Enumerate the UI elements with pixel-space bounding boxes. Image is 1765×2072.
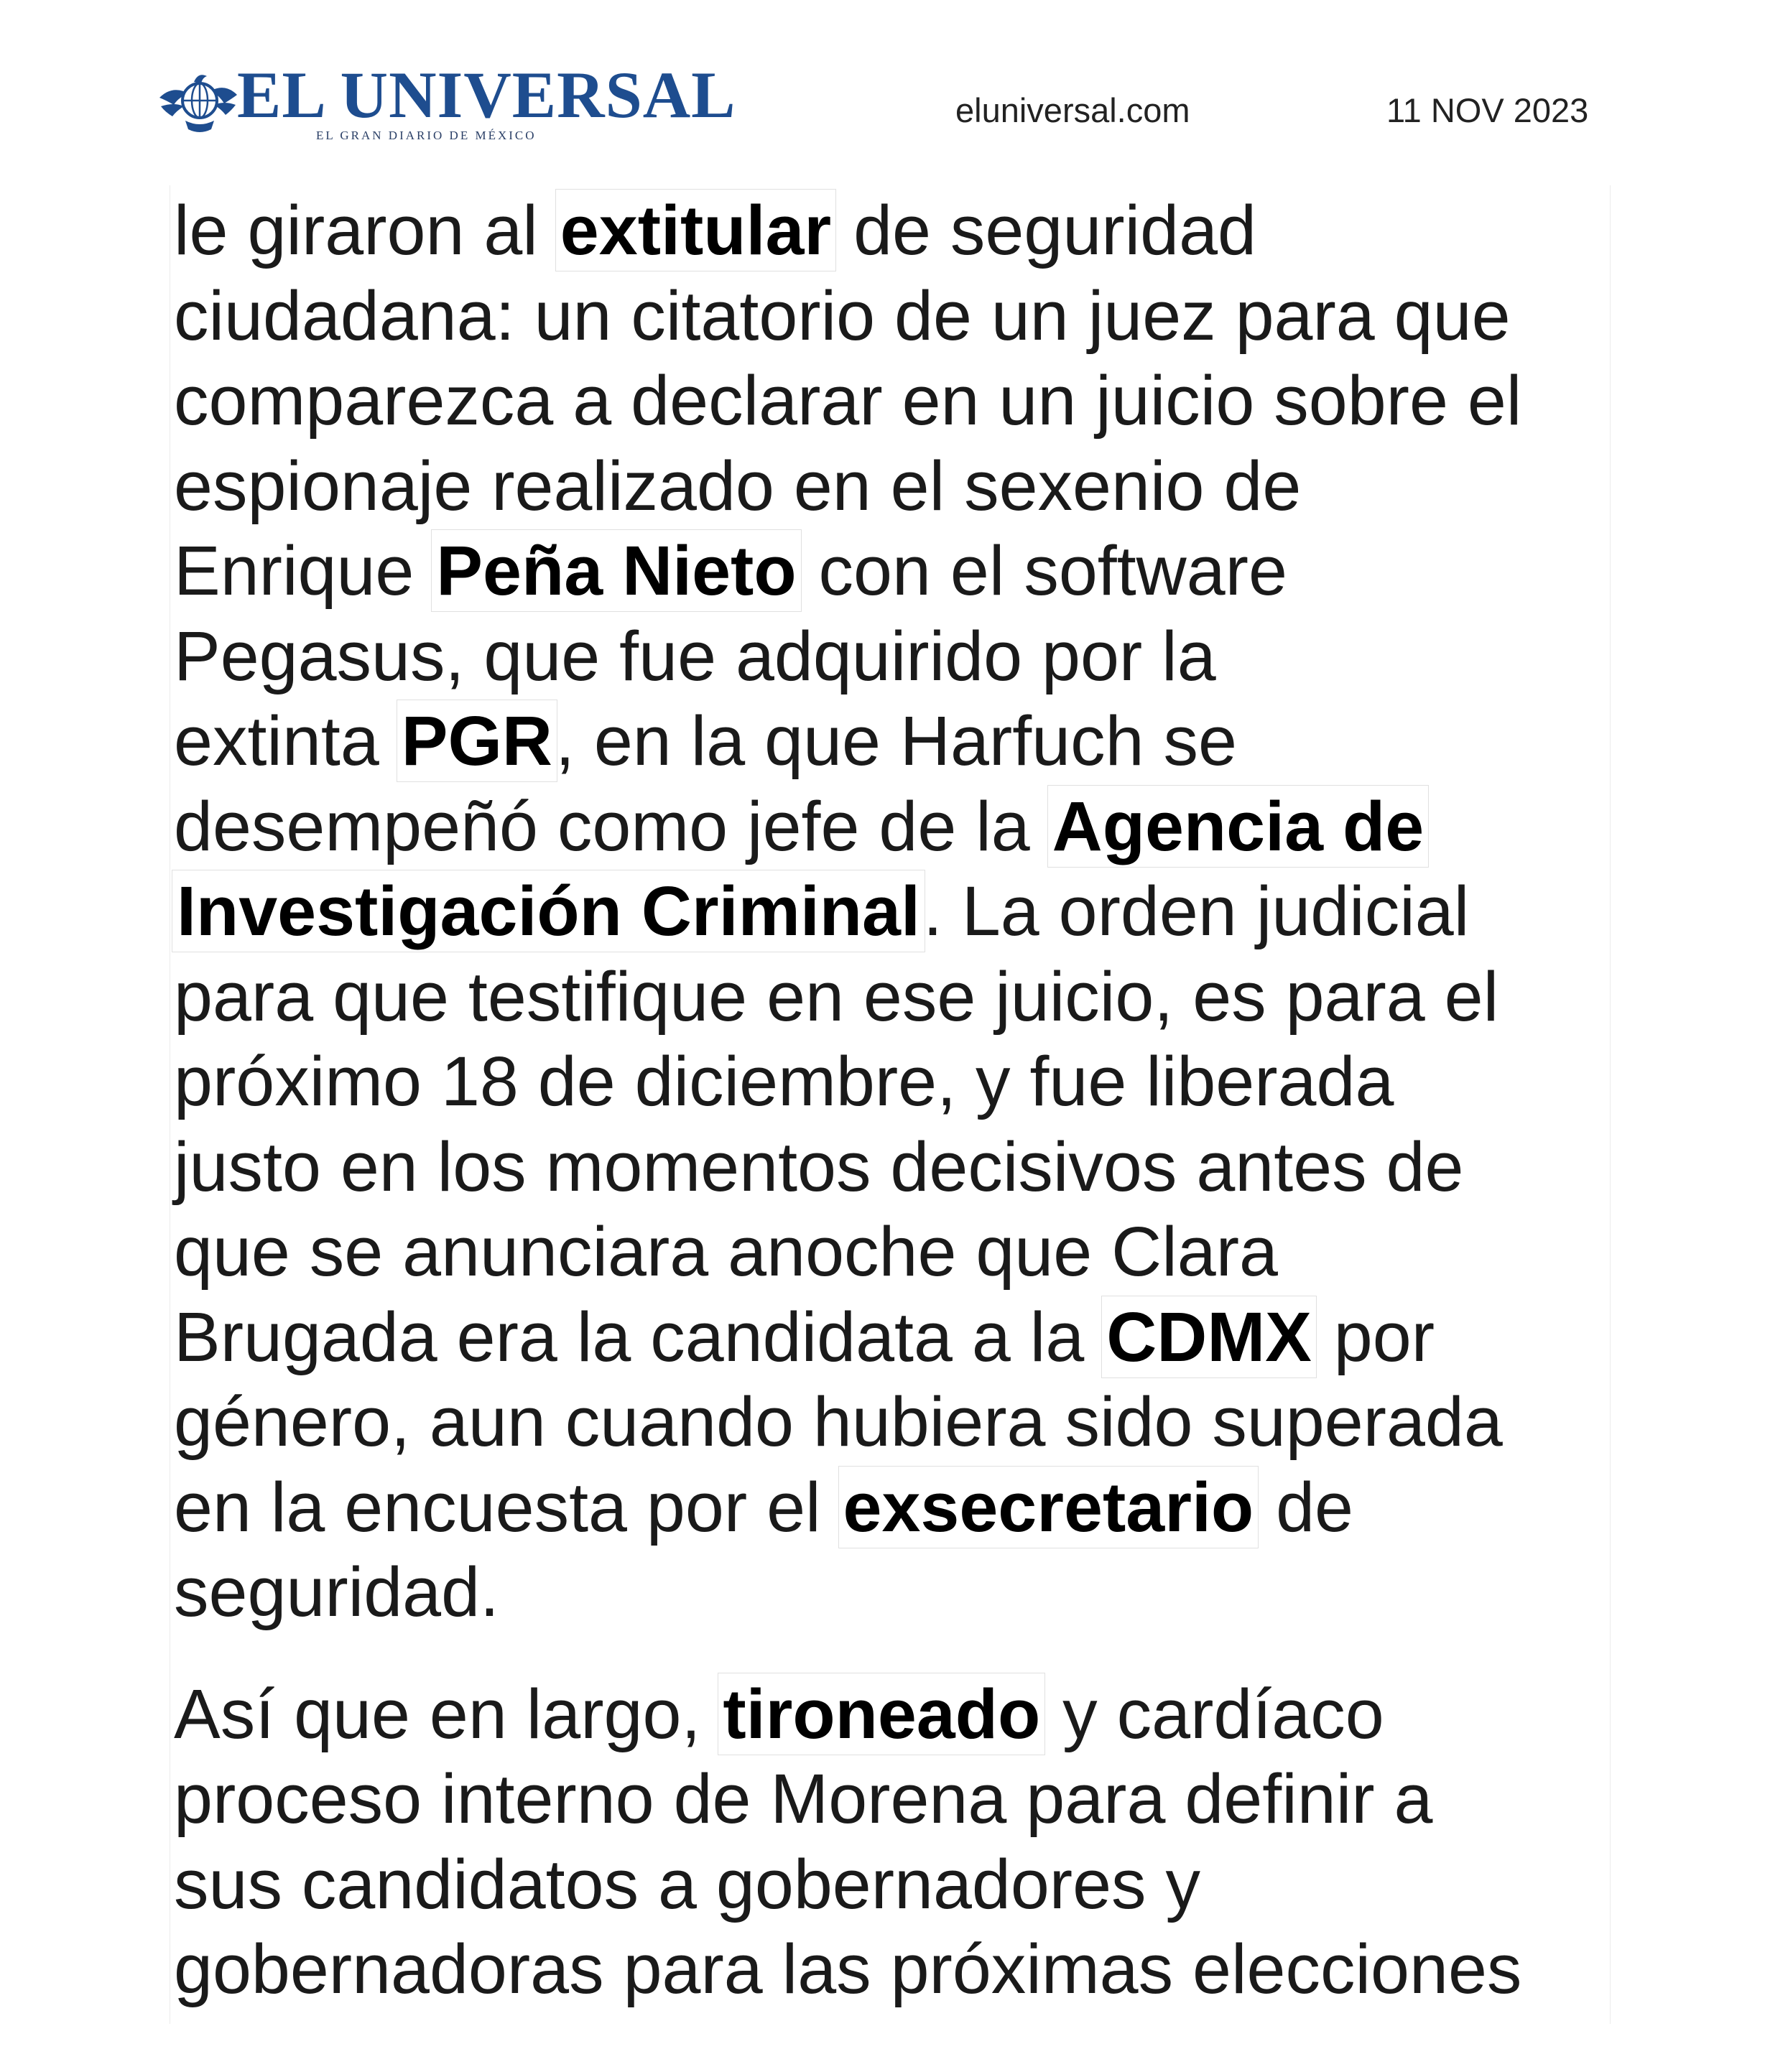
text-run: y cardíaco <box>1043 1674 1384 1753</box>
page-header <box>0 0 1765 172</box>
text-line: justo en los momentos decisivos antes de <box>174 1127 1464 1206</box>
site-url[interactable]: eluniversal.com <box>955 91 1190 129</box>
text-line: Pegasus, que fue adquirido por la <box>174 616 1216 695</box>
text-line: espionaje realizado en el sexenio de <box>174 446 1302 525</box>
text-line: comparezca a declarar en un juicio sobre el <box>174 361 1522 440</box>
text-run: de <box>1256 1467 1353 1546</box>
text-run: con el software <box>799 531 1287 610</box>
logo-wordmark: EL UNIVERSAL <box>237 58 736 131</box>
text-run: de seguridad <box>834 191 1256 269</box>
text-line <box>174 188 1625 274</box>
text-line <box>174 529 1625 614</box>
text-line: gobernadoras para las próximas elecciones <box>174 1930 1522 2008</box>
text-line: para que testifique en ese juicio, es para el <box>174 957 1499 1036</box>
text-line: sus candidatos a gobernadores y <box>174 1844 1200 1923</box>
text-line: proceso interno de Morena para definir a <box>174 1760 1433 1838</box>
text-line <box>174 699 1625 784</box>
text-line <box>174 869 1625 954</box>
text-line: que se anunciara anoche que Clara <box>174 1212 1278 1291</box>
text-line <box>174 1672 1625 1757</box>
text-run: Así que en largo, <box>174 1674 721 1753</box>
article-body <box>174 188 1625 2012</box>
logo-tagline: EL GRAN DIARIO DE MÉXICO <box>316 129 537 142</box>
text-line <box>174 784 1625 870</box>
publication-date: 11 NOV 2023 <box>1386 91 1589 129</box>
text-run: . La orden judicial <box>922 872 1470 950</box>
text-run: en la encuesta por el <box>174 1467 840 1546</box>
keyword-link[interactable]: Investigación Criminal <box>174 872 923 950</box>
keyword-link[interactable]: PGR <box>399 702 555 780</box>
keyword-link[interactable]: exsecretario <box>840 1468 1257 1546</box>
text-run: le giraron al <box>174 191 557 269</box>
text-run: Brugada era la candidata a la <box>174 1297 1104 1376</box>
eagle-emblem-icon <box>157 69 241 138</box>
keyword-link[interactable]: Agencia de <box>1050 787 1427 865</box>
el-universal-logo[interactable] <box>157 58 736 145</box>
article-paragraph <box>174 188 1625 1635</box>
text-line <box>174 1295 1625 1380</box>
text-line: género, aun cuando hubiera sido superada <box>174 1383 1503 1461</box>
keyword-link[interactable]: CDMX <box>1103 1298 1315 1376</box>
text-line: ciudadana: un citatorio de un juez para que <box>174 276 1511 355</box>
keyword-link[interactable]: extitular <box>557 191 834 269</box>
text-run: , en la que Harfuch se <box>555 702 1237 780</box>
keyword-link[interactable]: Peña Nieto <box>433 531 799 610</box>
article-paragraph <box>174 1672 1625 2012</box>
text-line: seguridad. <box>174 1553 499 1631</box>
text-line: próximo 18 de diciembre, y fue liberada <box>174 1042 1394 1120</box>
text-line <box>174 1465 1625 1551</box>
text-run: desempeñó como jefe de la <box>174 786 1050 865</box>
keyword-link[interactable]: tironeado <box>720 1675 1043 1753</box>
text-run: Enrique <box>174 531 434 610</box>
text-run: por <box>1314 1297 1435 1376</box>
text-run: extinta <box>174 702 399 780</box>
